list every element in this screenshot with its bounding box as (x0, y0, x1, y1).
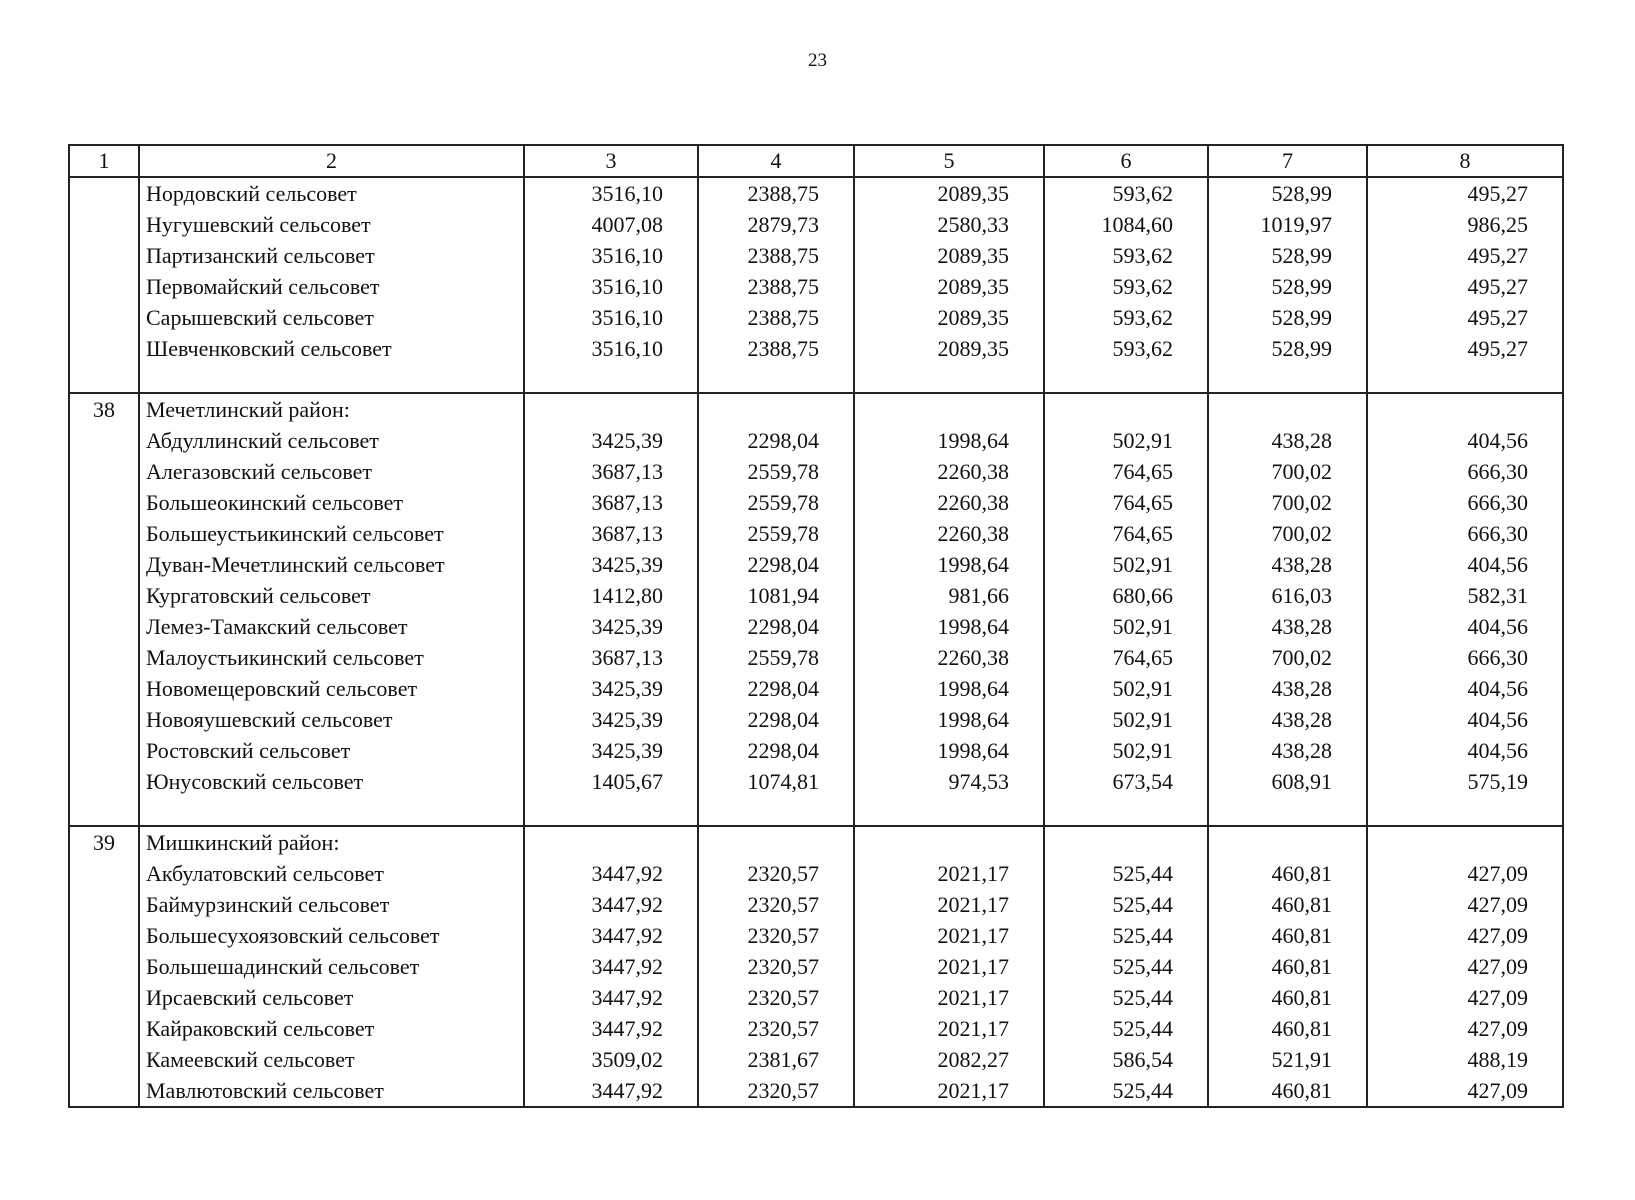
settlement-name: Ростовский сельсовет (139, 735, 524, 766)
value-cell: 460,81 (1208, 951, 1367, 982)
value-cell: 1998,64 (854, 425, 1044, 456)
value-cell: 525,44 (1044, 1075, 1208, 1107)
empty-cell (69, 766, 139, 797)
value-cell: 438,28 (1208, 704, 1367, 735)
value-cell: 3447,92 (524, 889, 698, 920)
value-cell: 575,19 (1367, 766, 1563, 797)
value-cell: 2320,57 (698, 951, 854, 982)
empty-cell (524, 797, 698, 826)
value-cell: 2089,35 (854, 177, 1044, 209)
value-cell: 521,91 (1208, 1044, 1367, 1075)
empty-cell (69, 302, 139, 333)
empty-cell (69, 209, 139, 240)
empty-cell (698, 393, 854, 425)
empty-cell (69, 704, 139, 735)
empty-cell (139, 797, 524, 826)
value-cell: 700,02 (1208, 456, 1367, 487)
empty-cell (1367, 826, 1563, 858)
settlement-name: Нугушевский сельсовет (139, 209, 524, 240)
table-row (69, 1044, 1563, 1075)
value-cell: 593,62 (1044, 271, 1208, 302)
value-cell: 495,27 (1367, 177, 1563, 209)
header-cell: 6 (1044, 145, 1208, 177)
settlement-name: Большесухоязовский сельсовет (139, 920, 524, 951)
value-cell: 438,28 (1208, 611, 1367, 642)
value-cell: 3447,92 (524, 1075, 698, 1107)
value-cell: 3516,10 (524, 240, 698, 271)
value-cell: 404,56 (1367, 611, 1563, 642)
value-cell: 1084,60 (1044, 209, 1208, 240)
table-row (69, 580, 1563, 611)
header-cell: 3 (524, 145, 698, 177)
settlement-name: Нордовский сельсовет (139, 177, 524, 209)
empty-cell (1208, 364, 1367, 393)
empty-cell (1044, 797, 1208, 826)
table-row (69, 982, 1563, 1013)
empty-cell (69, 271, 139, 302)
value-cell: 1998,64 (854, 735, 1044, 766)
value-cell: 3447,92 (524, 1013, 698, 1044)
value-cell: 3687,13 (524, 518, 698, 549)
header-cell: 5 (854, 145, 1044, 177)
header-cell: 8 (1367, 145, 1563, 177)
header-cell: 2 (139, 145, 524, 177)
empty-cell (524, 364, 698, 393)
table-row (69, 487, 1563, 518)
table-row (69, 177, 1563, 209)
settlement-name: Ирсаевский сельсовет (139, 982, 524, 1013)
value-cell: 593,62 (1044, 333, 1208, 364)
district-number: 38 (69, 393, 139, 425)
value-cell: 438,28 (1208, 425, 1367, 456)
district-group (69, 393, 1563, 826)
value-cell: 2260,38 (854, 518, 1044, 549)
value-cell: 528,99 (1208, 177, 1367, 209)
district-title: Мечетлинский район: (139, 393, 524, 425)
header-row (69, 145, 1563, 177)
value-cell: 404,56 (1367, 704, 1563, 735)
value-cell: 666,30 (1367, 487, 1563, 518)
value-cell: 488,19 (1367, 1044, 1563, 1075)
value-cell: 460,81 (1208, 858, 1367, 889)
table-row (69, 271, 1563, 302)
empty-cell (698, 364, 854, 393)
empty-cell (1044, 393, 1208, 425)
district-group (69, 826, 1563, 1107)
value-cell: 986,25 (1367, 209, 1563, 240)
value-cell: 2082,27 (854, 1044, 1044, 1075)
value-cell: 502,91 (1044, 673, 1208, 704)
empty-cell (854, 364, 1044, 393)
value-cell: 1998,64 (854, 704, 1044, 735)
table-row (69, 889, 1563, 920)
settlement-name: Шевченковский сельсовет (139, 333, 524, 364)
value-cell: 2021,17 (854, 889, 1044, 920)
value-cell: 3447,92 (524, 858, 698, 889)
value-cell: 4007,08 (524, 209, 698, 240)
value-cell: 2021,17 (854, 920, 1044, 951)
value-cell: 495,27 (1367, 271, 1563, 302)
empty-cell (698, 797, 854, 826)
empty-cell (69, 982, 139, 1013)
value-cell: 764,65 (1044, 642, 1208, 673)
empty-cell (854, 826, 1044, 858)
district-group (69, 177, 1563, 393)
value-cell: 1081,94 (698, 580, 854, 611)
value-cell: 2021,17 (854, 1075, 1044, 1107)
value-cell: 2260,38 (854, 456, 1044, 487)
value-cell: 495,27 (1367, 333, 1563, 364)
district-title-row (69, 826, 1563, 858)
empty-cell (1044, 826, 1208, 858)
settlement-name: Акбулатовский сельсовет (139, 858, 524, 889)
value-cell: 974,53 (854, 766, 1044, 797)
empty-cell (69, 673, 139, 704)
value-cell: 1998,64 (854, 611, 1044, 642)
value-cell: 2298,04 (698, 704, 854, 735)
empty-cell (69, 333, 139, 364)
value-cell: 525,44 (1044, 1013, 1208, 1044)
table-row (69, 704, 1563, 735)
value-cell: 502,91 (1044, 704, 1208, 735)
value-cell: 2298,04 (698, 673, 854, 704)
value-cell: 666,30 (1367, 518, 1563, 549)
empty-cell (69, 642, 139, 673)
empty-cell (69, 1044, 139, 1075)
value-cell: 666,30 (1367, 456, 1563, 487)
value-cell: 404,56 (1367, 735, 1563, 766)
value-cell: 608,91 (1208, 766, 1367, 797)
empty-cell (139, 364, 524, 393)
district-title: Мишкинский район: (139, 826, 524, 858)
empty-cell (1208, 393, 1367, 425)
settlement-name: Алегазовский сельсовет (139, 456, 524, 487)
value-cell: 1074,81 (698, 766, 854, 797)
value-cell: 1412,80 (524, 580, 698, 611)
table-row (69, 456, 1563, 487)
table-row (69, 673, 1563, 704)
value-cell: 427,09 (1367, 920, 1563, 951)
settlement-name: Камеевский сельсовет (139, 1044, 524, 1075)
value-cell: 528,99 (1208, 271, 1367, 302)
value-cell: 2559,78 (698, 487, 854, 518)
empty-cell (1208, 826, 1367, 858)
empty-cell (69, 920, 139, 951)
value-cell: 764,65 (1044, 518, 1208, 549)
value-cell: 764,65 (1044, 456, 1208, 487)
value-cell: 3425,39 (524, 704, 698, 735)
spacer-row (69, 797, 1563, 826)
spacer-row (69, 364, 1563, 393)
value-cell: 3425,39 (524, 735, 698, 766)
settlement-name: Абдуллинский сельсовет (139, 425, 524, 456)
value-cell: 502,91 (1044, 549, 1208, 580)
value-cell: 981,66 (854, 580, 1044, 611)
value-cell: 2320,57 (698, 920, 854, 951)
value-cell: 3425,39 (524, 425, 698, 456)
settlement-name: Малоустьикинский сельсовет (139, 642, 524, 673)
empty-cell (69, 951, 139, 982)
empty-cell (69, 425, 139, 456)
empty-cell (69, 580, 139, 611)
header-cell: 7 (1208, 145, 1367, 177)
value-cell: 427,09 (1367, 858, 1563, 889)
value-cell: 3687,13 (524, 642, 698, 673)
value-cell: 2559,78 (698, 642, 854, 673)
value-cell: 427,09 (1367, 889, 1563, 920)
settlement-name: Большеустьикинский сельсовет (139, 518, 524, 549)
empty-cell (69, 858, 139, 889)
value-cell: 2559,78 (698, 456, 854, 487)
value-cell: 427,09 (1367, 1013, 1563, 1044)
settlement-name: Большеокинский сельсовет (139, 487, 524, 518)
value-cell: 528,99 (1208, 240, 1367, 271)
settlement-name: Кургатовский сельсовет (139, 580, 524, 611)
value-cell: 2298,04 (698, 425, 854, 456)
value-cell: 3516,10 (524, 302, 698, 333)
table-row (69, 951, 1563, 982)
value-cell: 3687,13 (524, 487, 698, 518)
empty-cell (69, 1075, 139, 1107)
district-number: 39 (69, 826, 139, 858)
value-cell: 2388,75 (698, 271, 854, 302)
value-cell: 528,99 (1208, 333, 1367, 364)
value-cell: 1019,97 (1208, 209, 1367, 240)
empty-cell (69, 889, 139, 920)
value-cell: 3425,39 (524, 549, 698, 580)
value-cell: 673,54 (1044, 766, 1208, 797)
empty-cell (69, 549, 139, 580)
value-cell: 700,02 (1208, 518, 1367, 549)
value-cell: 1998,64 (854, 673, 1044, 704)
empty-cell (524, 826, 698, 858)
value-cell: 2260,38 (854, 642, 1044, 673)
value-cell: 460,81 (1208, 920, 1367, 951)
value-cell: 404,56 (1367, 673, 1563, 704)
value-cell: 438,28 (1208, 735, 1367, 766)
empty-cell (69, 611, 139, 642)
settlement-name: Новомещеровский сельсовет (139, 673, 524, 704)
value-cell: 2388,75 (698, 333, 854, 364)
value-cell: 2320,57 (698, 858, 854, 889)
table-row (69, 518, 1563, 549)
value-cell: 2021,17 (854, 951, 1044, 982)
table-row (69, 1075, 1563, 1107)
value-cell: 525,44 (1044, 920, 1208, 951)
empty-cell (69, 1013, 139, 1044)
value-cell: 2298,04 (698, 611, 854, 642)
value-cell: 427,09 (1367, 982, 1563, 1013)
value-cell: 404,56 (1367, 549, 1563, 580)
empty-cell (69, 456, 139, 487)
header-cell: 4 (698, 145, 854, 177)
table-row (69, 611, 1563, 642)
empty-cell (1367, 364, 1563, 393)
settlement-name: Мавлютовский сельсовет (139, 1075, 524, 1107)
value-cell: 2260,38 (854, 487, 1044, 518)
value-cell: 460,81 (1208, 1075, 1367, 1107)
settlement-name: Юнусовский сельсовет (139, 766, 524, 797)
value-cell: 3516,10 (524, 177, 698, 209)
table-row (69, 209, 1563, 240)
value-cell: 3447,92 (524, 982, 698, 1013)
empty-cell (854, 393, 1044, 425)
table-row (69, 302, 1563, 333)
value-cell: 2388,75 (698, 240, 854, 271)
empty-cell (698, 826, 854, 858)
value-cell: 525,44 (1044, 951, 1208, 982)
value-cell: 764,65 (1044, 487, 1208, 518)
empty-cell (69, 518, 139, 549)
empty-cell (854, 797, 1044, 826)
value-cell: 593,62 (1044, 177, 1208, 209)
table-row (69, 425, 1563, 456)
empty-cell (69, 797, 139, 826)
settlement-name: Сарышевский сельсовет (139, 302, 524, 333)
table-row (69, 766, 1563, 797)
value-cell: 3509,02 (524, 1044, 698, 1075)
value-cell: 700,02 (1208, 642, 1367, 673)
empty-cell (69, 364, 139, 393)
value-cell: 460,81 (1208, 982, 1367, 1013)
value-cell: 2879,73 (698, 209, 854, 240)
value-cell: 502,91 (1044, 611, 1208, 642)
value-cell: 495,27 (1367, 240, 1563, 271)
value-cell: 2320,57 (698, 982, 854, 1013)
value-cell: 3425,39 (524, 673, 698, 704)
value-cell: 502,91 (1044, 735, 1208, 766)
value-cell: 528,99 (1208, 302, 1367, 333)
value-cell: 3687,13 (524, 456, 698, 487)
value-cell: 3447,92 (524, 951, 698, 982)
value-cell: 3425,39 (524, 611, 698, 642)
value-cell: 2388,75 (698, 177, 854, 209)
value-cell: 2298,04 (698, 549, 854, 580)
empty-cell (1044, 364, 1208, 393)
value-cell: 2021,17 (854, 858, 1044, 889)
value-cell: 2320,57 (698, 889, 854, 920)
value-cell: 3516,10 (524, 333, 698, 364)
value-cell: 616,03 (1208, 580, 1367, 611)
empty-cell (69, 240, 139, 271)
settlement-name: Новояушевский сельсовет (139, 704, 524, 735)
empty-cell (1208, 797, 1367, 826)
value-cell: 2089,35 (854, 302, 1044, 333)
value-cell: 700,02 (1208, 487, 1367, 518)
value-cell: 427,09 (1367, 1075, 1563, 1107)
table-row (69, 240, 1563, 271)
table-row (69, 1013, 1563, 1044)
table-row (69, 333, 1563, 364)
value-cell: 1405,67 (524, 766, 698, 797)
value-cell: 2320,57 (698, 1075, 854, 1107)
value-cell: 2021,17 (854, 982, 1044, 1013)
settlement-name: Кайраковский сельсовет (139, 1013, 524, 1044)
value-cell: 582,31 (1367, 580, 1563, 611)
table-row (69, 642, 1563, 673)
value-cell: 525,44 (1044, 982, 1208, 1013)
value-cell: 2089,35 (854, 333, 1044, 364)
empty-cell (1367, 393, 1563, 425)
value-cell: 2089,35 (854, 271, 1044, 302)
value-cell: 3447,92 (524, 920, 698, 951)
value-cell: 2298,04 (698, 735, 854, 766)
value-cell: 2021,17 (854, 1013, 1044, 1044)
value-cell: 2580,33 (854, 209, 1044, 240)
value-cell: 495,27 (1367, 302, 1563, 333)
value-cell: 525,44 (1044, 858, 1208, 889)
value-cell: 438,28 (1208, 549, 1367, 580)
value-cell: 680,66 (1044, 580, 1208, 611)
value-cell: 1998,64 (854, 549, 1044, 580)
page-number: 23 (808, 50, 827, 71)
settlement-name: Большешадинский сельсовет (139, 951, 524, 982)
table-row (69, 858, 1563, 889)
empty-cell (524, 393, 698, 425)
settlement-name: Дуван-Мечетлинский сельсовет (139, 549, 524, 580)
value-cell: 502,91 (1044, 425, 1208, 456)
empty-cell (69, 487, 139, 518)
value-cell: 586,54 (1044, 1044, 1208, 1075)
value-cell: 593,62 (1044, 240, 1208, 271)
empty-cell (1367, 797, 1563, 826)
value-cell: 460,81 (1208, 1013, 1367, 1044)
value-cell: 460,81 (1208, 889, 1367, 920)
value-cell: 438,28 (1208, 673, 1367, 704)
value-cell: 2089,35 (854, 240, 1044, 271)
settlement-name: Первомайский сельсовет (139, 271, 524, 302)
value-cell: 2388,75 (698, 302, 854, 333)
value-cell: 2320,57 (698, 1013, 854, 1044)
value-cell: 427,09 (1367, 951, 1563, 982)
settlement-name: Лемез-Тамакский сельсовет (139, 611, 524, 642)
table-row (69, 735, 1563, 766)
value-cell: 593,62 (1044, 302, 1208, 333)
value-cell: 2381,67 (698, 1044, 854, 1075)
table-row (69, 920, 1563, 951)
value-cell: 666,30 (1367, 642, 1563, 673)
header-cell: 1 (69, 145, 139, 177)
value-cell: 525,44 (1044, 889, 1208, 920)
empty-cell (69, 735, 139, 766)
value-cell: 404,56 (1367, 425, 1563, 456)
value-cell: 2559,78 (698, 518, 854, 549)
settlement-name: Баймурзинский сельсовет (139, 889, 524, 920)
data-table (68, 144, 1564, 1108)
district-title-row (69, 393, 1563, 425)
table-row (69, 549, 1563, 580)
district-number (69, 177, 139, 209)
value-cell: 3516,10 (524, 271, 698, 302)
settlement-name: Партизанский сельсовет (139, 240, 524, 271)
